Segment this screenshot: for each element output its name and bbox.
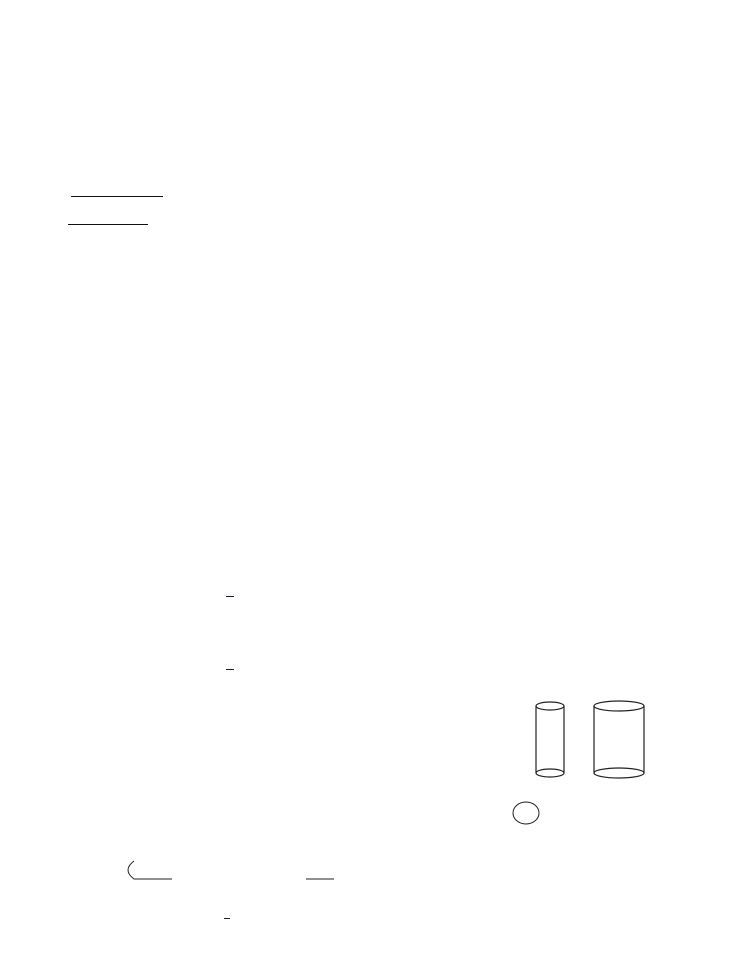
question-36 xyxy=(46,525,78,540)
fraction-numerator xyxy=(226,669,234,670)
answer-fraction xyxy=(226,669,234,670)
handwritten-work xyxy=(224,910,230,924)
question-38 xyxy=(46,637,68,651)
circled-phrase xyxy=(124,858,180,882)
narrow-pipe xyxy=(536,702,564,777)
handwritten-answer xyxy=(226,588,258,602)
fraction-numerator xyxy=(224,918,230,919)
answer-fraction xyxy=(224,918,230,919)
fraction-numerator xyxy=(226,596,234,597)
circled-word xyxy=(512,800,542,826)
question-37 xyxy=(46,550,68,564)
question-39 xyxy=(46,710,76,725)
question-41-line2 xyxy=(68,781,86,796)
question-40 xyxy=(46,740,76,755)
answer-fraction xyxy=(226,596,234,597)
two-pipes-figure xyxy=(530,698,650,780)
wide-pipe xyxy=(594,701,644,778)
question-41 xyxy=(46,767,68,781)
handwritten-answer xyxy=(226,662,234,676)
question-42 xyxy=(46,807,68,821)
question-43 xyxy=(46,862,68,876)
